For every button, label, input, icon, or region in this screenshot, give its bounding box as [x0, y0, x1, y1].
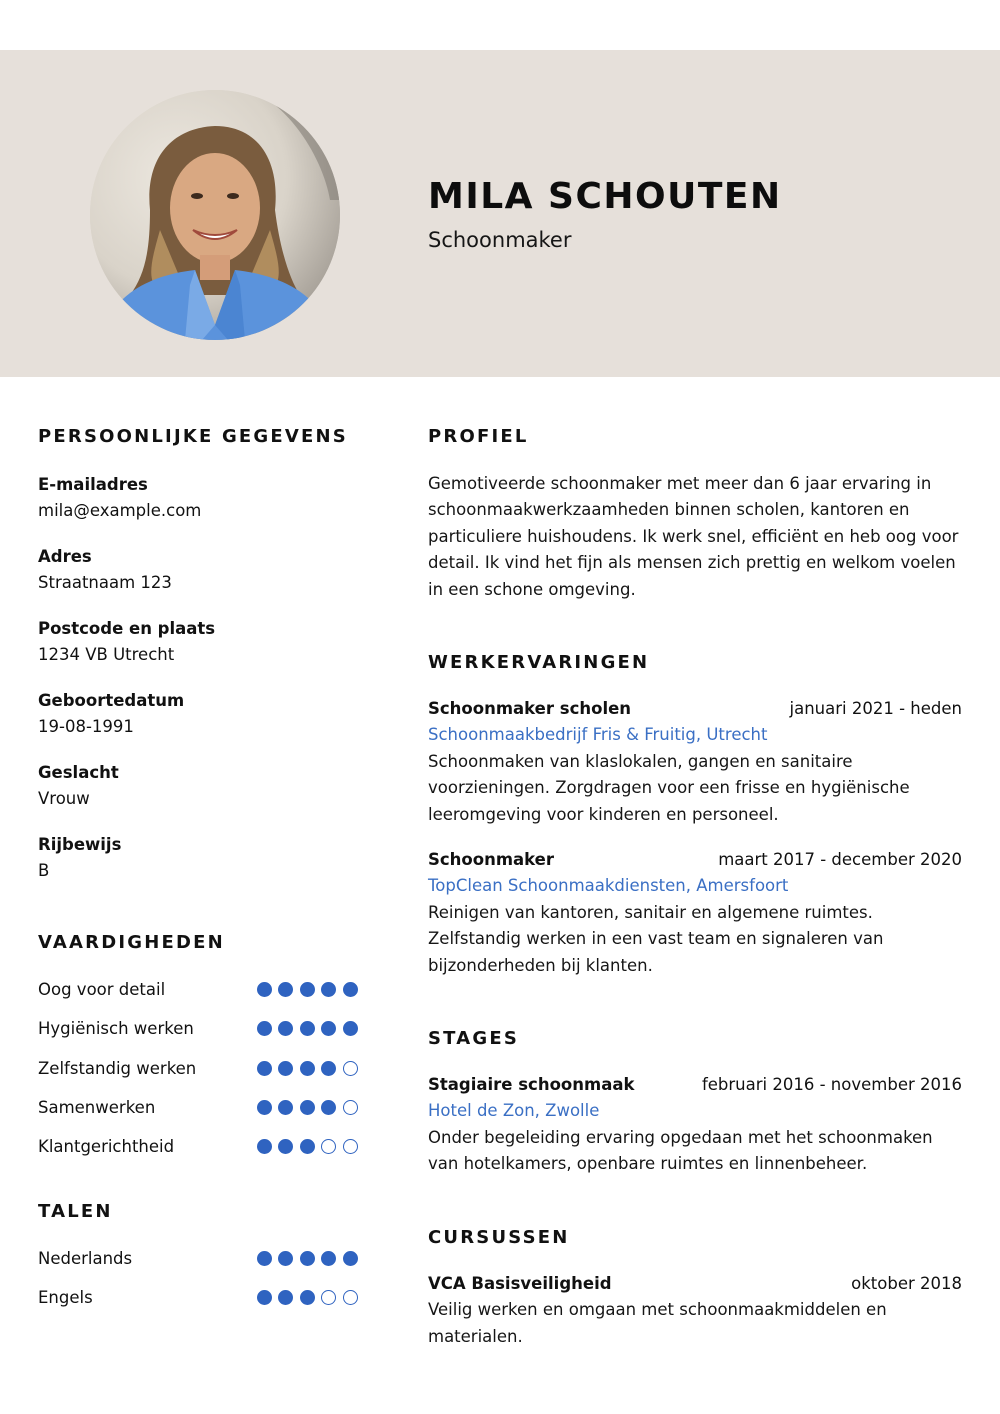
rating-dots [257, 1290, 358, 1305]
filled-dot-icon [300, 1290, 315, 1305]
entry-period: januari 2021 - heden [789, 699, 962, 718]
filled-dot-icon [278, 1061, 293, 1076]
filled-dot-icon [278, 1139, 293, 1154]
rating-row [38, 970, 358, 1009]
field-label: Adres [38, 547, 92, 566]
filled-dot-icon [278, 1100, 293, 1115]
entry-period: februari 2016 - november 2016 [701, 1075, 962, 1094]
entry-organization: TopClean Schoonmaakdiensten, Amersfoort [428, 876, 789, 896]
filled-dot-icon [257, 1251, 272, 1266]
entry-header [428, 1072, 962, 1098]
field-postcode-city [38, 616, 358, 668]
course-entry [428, 1271, 962, 1350]
course-date: oktober 2018 [851, 1274, 962, 1293]
section-title-personal: PERSOONLIJKE GEGEVENS [38, 426, 348, 447]
filled-dot-icon [257, 1139, 272, 1154]
rating-dots [257, 1061, 358, 1076]
languages-section [38, 1199, 358, 1318]
field-address [38, 544, 358, 596]
address-value: Straatnaam 123 [38, 573, 172, 592]
rating-row [38, 1049, 358, 1088]
rating-label: Hygiënisch werken [38, 1019, 194, 1039]
filled-dot-icon [257, 1100, 272, 1115]
section-title-courses: CURSUSSEN [428, 1227, 570, 1248]
filled-dot-icon [321, 982, 336, 997]
rating-row [38, 1278, 358, 1317]
internships-section [428, 1026, 962, 1178]
field-label: Postcode en plaats [38, 619, 216, 638]
rating-dots [257, 1139, 358, 1154]
section-title-languages: TALEN [38, 1201, 113, 1222]
entry-description: Schoonmaken van klaslokalen, gangen en sanitaire voorzieningen. Zorgdragen voor een frisse en hygiënische leeromgeving voor kinderen en personeel. [428, 751, 910, 824]
rating-row [38, 1127, 358, 1166]
filled-dot-icon [257, 1021, 272, 1036]
internship-entry [428, 1072, 962, 1178]
empty-dot-icon [321, 1290, 336, 1305]
filled-dot-icon [278, 1021, 293, 1036]
portrait-image [90, 90, 340, 340]
entry-header [428, 1271, 962, 1297]
filled-dot-icon [300, 1251, 315, 1266]
gender-value: Vrouw [38, 789, 90, 808]
empty-dot-icon [343, 1061, 358, 1076]
field-gender [38, 760, 358, 812]
filled-dot-icon [321, 1061, 336, 1076]
filled-dot-icon [278, 982, 293, 997]
rating-dots [257, 982, 358, 997]
candidate-job-title: Schoonmaker [428, 228, 572, 252]
rating-label: Nederlands [38, 1249, 133, 1269]
skills-section [38, 930, 358, 1166]
entry-description: Reinigen van kantoren, sanitair en algemene ruimtes. Zelfstandig werken in een vast team en signaleren van bijzonderheden bij klanten. [428, 902, 884, 975]
languages-list [38, 1239, 358, 1318]
rating-dots [257, 1100, 358, 1115]
experience-section [428, 650, 962, 979]
rating-dots [257, 1021, 358, 1036]
entry-header [428, 696, 962, 722]
email-value: mila@example.com [38, 501, 202, 520]
filled-dot-icon [300, 1021, 315, 1036]
experience-entry [428, 847, 962, 979]
field-label: Rijbewijs [38, 835, 122, 854]
rating-row [38, 1009, 358, 1048]
filled-dot-icon [343, 1021, 358, 1036]
courses-section [428, 1225, 962, 1350]
profile-section [428, 424, 962, 603]
section-title-internships: STAGES [428, 1028, 520, 1049]
filled-dot-icon [300, 1061, 315, 1076]
entry-description: Onder begeleiding ervaring opgedaan met het schoonmaken van hotelkamers, openbare ruimtes en linnenbeheer. [428, 1127, 933, 1174]
course-name: VCA Basisveiligheid [428, 1274, 612, 1293]
section-title-skills: VAARDIGHEDEN [38, 932, 225, 953]
entry-period: maart 2017 - december 2020 [718, 850, 962, 870]
entry-role: Schoonmaker [428, 850, 555, 870]
rating-row [38, 1239, 358, 1278]
entry-organization: Hotel de Zon, Zwolle [428, 1101, 600, 1121]
entry-organization: Schoonmaakbedrijf Fris & Fruitig, Utrecht [428, 725, 768, 745]
filled-dot-icon [343, 1251, 358, 1266]
rating-row [38, 1088, 358, 1127]
filled-dot-icon [321, 1021, 336, 1036]
filled-dot-icon [300, 1100, 315, 1115]
filled-dot-icon [343, 982, 358, 997]
drivers-license-value: B [38, 861, 50, 880]
entry-role: Schoonmaker scholen [428, 699, 632, 718]
filled-dot-icon [257, 1061, 272, 1076]
empty-dot-icon [343, 1100, 358, 1115]
field-birthdate [38, 688, 358, 740]
filled-dot-icon [257, 1290, 272, 1305]
entry-role: Stagiaire schoonmaak [428, 1075, 635, 1094]
filled-dot-icon [300, 1139, 315, 1154]
experience-entry [428, 696, 962, 828]
profile-photo [90, 90, 340, 340]
birthdate-value: 19-08-1991 [38, 717, 134, 736]
rating-label: Engels [38, 1288, 93, 1308]
field-drivers-license [38, 832, 358, 884]
rating-dots [257, 1251, 358, 1266]
filled-dot-icon [321, 1251, 336, 1266]
skills-list [38, 970, 358, 1166]
personal-fields [38, 472, 358, 884]
empty-dot-icon [321, 1139, 336, 1154]
field-label: Geboortedatum [38, 691, 185, 710]
rating-label: Samenwerken [38, 1098, 156, 1118]
rating-label: Zelfstandig werken [38, 1058, 197, 1078]
field-email [38, 472, 358, 524]
empty-dot-icon [343, 1290, 358, 1305]
filled-dot-icon [321, 1100, 336, 1115]
course-description: Veilig werken en omgaan met schoonmaakmiddelen en materialen. [428, 1300, 887, 1346]
section-title-profile: PROFIEL [428, 426, 529, 447]
personal-details-section [38, 424, 358, 884]
profile-text: Gemotiveerde schoonmaker met meer dan 6 jaar ervaring in schoonmaakwerkzaamheden binnen scholen, kantoren en particuliere huishoudens. Ik werk snel, efficiënt en heb oog voor detail. Ik vind het fijn als mensen zich prettig en welkom voelen in een schone omgeving. [428, 474, 959, 599]
filled-dot-icon [278, 1290, 293, 1305]
rating-label: Klantgerichtheid [38, 1137, 175, 1157]
postcode-city-value: 1234 VB Utrecht [38, 645, 175, 664]
filled-dot-icon [257, 982, 272, 997]
filled-dot-icon [300, 982, 315, 997]
filled-dot-icon [278, 1251, 293, 1266]
section-title-experience: WERKERVARINGEN [428, 652, 650, 673]
field-label: Geslacht [38, 763, 119, 782]
entry-header [428, 847, 962, 873]
candidate-name: MILA SCHOUTEN [428, 176, 782, 217]
rating-label: Oog voor detail [38, 980, 166, 1000]
empty-dot-icon [343, 1139, 358, 1154]
field-label: E-mailadres [38, 475, 148, 494]
